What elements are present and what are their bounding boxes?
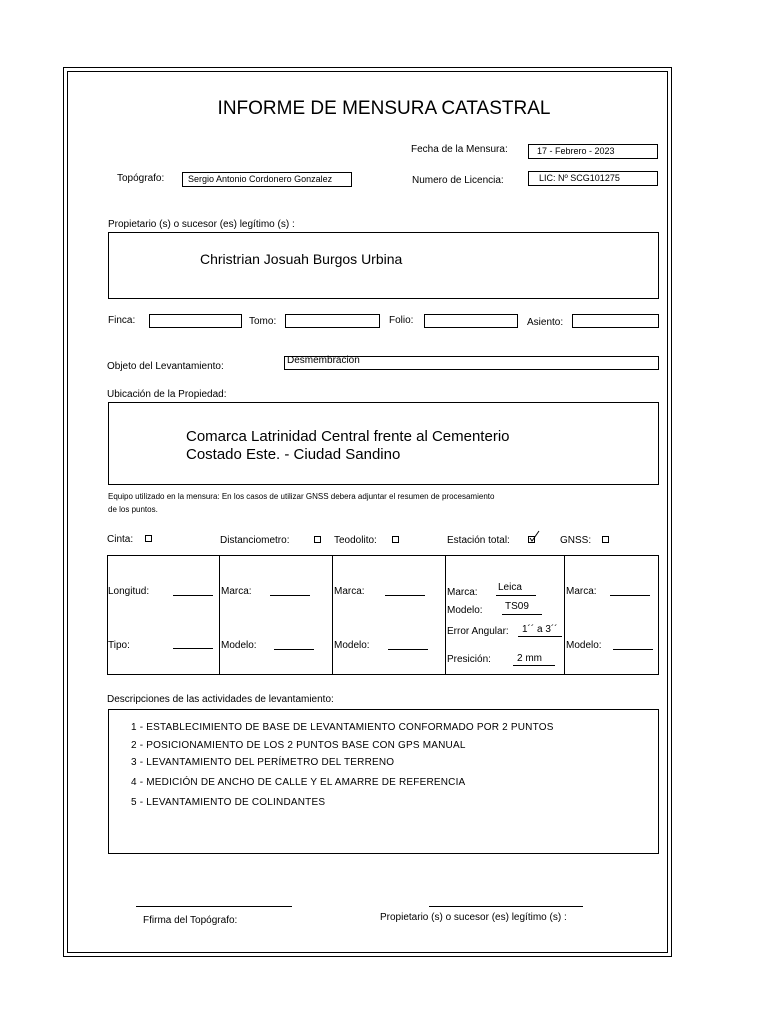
- firma-topografo-line[interactable]: [136, 906, 292, 907]
- document-title: INFORME DE MENSURA CATASTRAL: [217, 98, 551, 119]
- equipment-table: [107, 555, 659, 675]
- tipo-line[interactable]: [173, 648, 213, 649]
- gnss-marca-line[interactable]: [610, 595, 650, 596]
- firma-propietario-label: Propietario (s) o sucesor (es) legítimo (s) :: [380, 912, 567, 923]
- fecha-value: 17 - Febrero - 2023: [537, 146, 615, 156]
- gnss-modelo-label: Modelo:: [566, 640, 602, 651]
- tomo-field[interactable]: [285, 314, 380, 328]
- topografo-field[interactable]: [182, 172, 352, 187]
- descripcion-item: 1 - ESTABLECIMIENTO DE BASE DE LEVANTAMIENTO CONFORMADO POR 2 PUNTOS: [131, 722, 554, 733]
- table-divider: [564, 555, 565, 675]
- cinta-checkbox[interactable]: [145, 535, 152, 542]
- modelo-label: Modelo:: [221, 640, 257, 651]
- teodolito-checkbox[interactable]: [392, 536, 399, 543]
- firma-topografo-label: Ffirma del Topógrafo:: [143, 915, 238, 926]
- propietario-label: Propietario (s) o sucesor (es) legítimo (s) :: [108, 219, 295, 230]
- topografo-label: Topógrafo:: [117, 173, 165, 184]
- fecha-field[interactable]: [528, 144, 658, 159]
- gnss-label: GNSS:: [560, 535, 592, 546]
- table-divider: [219, 555, 220, 675]
- checkmark-icon: [527, 529, 541, 543]
- estacion-modelo-label: Modelo:: [447, 605, 483, 616]
- asiento-field[interactable]: [572, 314, 659, 328]
- licencia-value: LIC: Nº SCG101275: [539, 173, 620, 183]
- licencia-field[interactable]: [528, 171, 658, 186]
- ubicacion-label: Ubicación de la Propiedad:: [107, 389, 227, 400]
- ubicacion-field[interactable]: [108, 402, 659, 485]
- estacion-label: Estación total:: [447, 535, 510, 546]
- objeto-value: Desmembracion: [287, 355, 360, 366]
- topografo-value: Sergio Antonio Cordonero Gonzalez: [188, 174, 333, 184]
- tomo-label: Tomo:: [249, 316, 277, 327]
- descripcion-item: 3 - LEVANTAMIENTO DEL PERÍMETRO DEL TERRENO: [131, 757, 395, 768]
- estacion-marca-line[interactable]: [496, 595, 536, 596]
- finca-label: Finca:: [108, 315, 136, 326]
- firma-propietario-line[interactable]: [429, 906, 583, 907]
- distanciometro-label: Distanciometro:: [220, 535, 290, 546]
- ubicacion-line1: Comarca Latrinidad Central frente al Cementerio: [186, 428, 510, 445]
- modelo-line[interactable]: [388, 649, 428, 650]
- fecha-label: Fecha de la Mensura:: [411, 144, 508, 155]
- objeto-field[interactable]: [284, 356, 659, 370]
- asiento-label: Asiento:: [527, 317, 564, 328]
- presicion-label: Presición:: [447, 654, 491, 665]
- modelo-line[interactable]: [274, 649, 314, 650]
- presicion-line[interactable]: [513, 665, 555, 666]
- presicion-value: 2 mm: [517, 653, 542, 664]
- marca-line[interactable]: [270, 595, 310, 596]
- longitud-label: Longitud:: [108, 586, 150, 597]
- distanciometro-checkbox[interactable]: [314, 536, 321, 543]
- modelo-label: Modelo:: [334, 640, 370, 651]
- cinta-label: Cinta:: [107, 534, 134, 545]
- gnss-checkbox[interactable]: [602, 536, 609, 543]
- propietario-field[interactable]: [108, 232, 659, 299]
- equipo-note-line1: Equipo utilizado en la mensura: En los casos de utilizar GNSS debera adjuntar el resumen de procesamiento: [108, 492, 495, 501]
- marca-label: Marca:: [221, 586, 252, 597]
- propietario-value: Christrian Josuah Burgos Urbina: [200, 251, 403, 267]
- finca-field[interactable]: [149, 314, 242, 328]
- descripciones-label: Descripciones de las actividades de levantamiento:: [107, 694, 334, 705]
- error-angular-line[interactable]: [518, 636, 562, 637]
- descripcion-item: 4 - MEDICIÓN DE ANCHO DE CALLE Y EL AMARRE DE REFERENCIA: [131, 777, 466, 788]
- error-angular-value: 1´´ a 3´´: [522, 624, 558, 635]
- descripcion-item: 2 - POSICIONAMIENTO DE LOS 2 PUNTOS BASE CON GPS MANUAL: [131, 740, 466, 751]
- estacion-modelo-value: TS09: [505, 601, 529, 612]
- folio-field[interactable]: [424, 314, 518, 328]
- equipo-note-line2: de los puntos.: [108, 505, 158, 514]
- marca-label: Marca:: [334, 586, 365, 597]
- marca-line[interactable]: [385, 595, 425, 596]
- licencia-label: Numero de Licencia:: [412, 175, 504, 186]
- objeto-label: Objeto del Levantamiento:: [107, 361, 224, 372]
- estacion-modelo-line[interactable]: [502, 614, 542, 615]
- descripcion-item: 5 - LEVANTAMIENTO DE COLINDANTES: [131, 797, 326, 808]
- estacion-marca-label: Marca:: [447, 587, 478, 598]
- teodolito-label: Teodolito:: [334, 535, 377, 546]
- folio-label: Folio:: [389, 315, 414, 326]
- tipo-label: Tipo:: [108, 640, 130, 651]
- table-divider: [332, 555, 333, 675]
- table-divider: [445, 555, 446, 675]
- gnss-marca-label: Marca:: [566, 586, 597, 597]
- gnss-modelo-line[interactable]: [613, 649, 653, 650]
- longitud-line[interactable]: [173, 595, 213, 596]
- ubicacion-line2: Costado Este. - Ciudad Sandino: [186, 446, 401, 463]
- estacion-marca-value: Leica: [498, 582, 522, 593]
- error-angular-label: Error Angular:: [447, 626, 509, 637]
